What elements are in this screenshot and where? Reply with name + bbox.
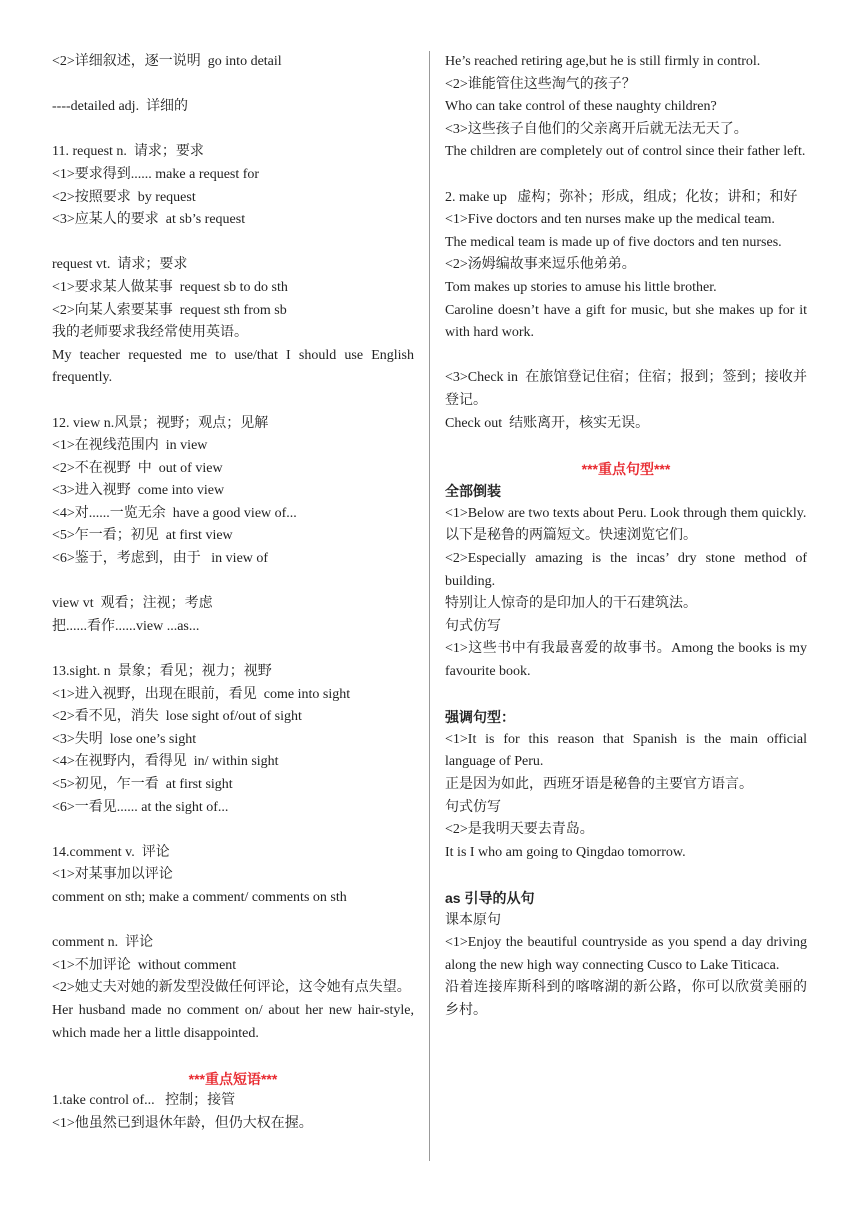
entry-title: 12. view n.风景；视野；观点；见解 bbox=[52, 415, 269, 431]
section-heading-phrases: ***重点短语*** bbox=[188, 1070, 278, 1087]
entry-title: 1.take control of... 控制；接管 bbox=[52, 1093, 236, 1109]
text-line: <3>失明 lose one’s sight bbox=[52, 731, 197, 747]
entry-title: comment n. 评论 bbox=[52, 935, 154, 951]
text-line: <1>他虽然已到退休年龄，但仍大权在握。 bbox=[52, 1115, 313, 1131]
text-line: <3>这些孩子自他们的父亲离开后就无法无天了。 bbox=[445, 121, 748, 137]
text-line: ----detailed adj. 详细的 bbox=[52, 99, 189, 115]
text-line: <3>应某人的要求 at sb’s request bbox=[52, 212, 246, 228]
text-line: 句式仿写 bbox=[445, 618, 501, 634]
column-divider bbox=[429, 51, 430, 1161]
text-line: 以下是秘鲁的两篇短文。快速浏览它们。 bbox=[445, 528, 697, 544]
text-line: The medical team is made up of five doctors and ten nurses. bbox=[445, 234, 782, 250]
text-line: He’s reached retiring age,but he is still firmly in control. bbox=[445, 54, 761, 69]
text-line: <1>Five doctors and ten nurses make up the medical team. bbox=[445, 212, 775, 228]
spacer bbox=[52, 232, 414, 255]
text-line: <2>Especially amazing is the incas’ dry stone method of building. bbox=[445, 551, 811, 589]
text-line: <1>在视线范围内 in view bbox=[52, 438, 208, 454]
text-line: <4>对......一览无余 have a good view of... bbox=[52, 505, 297, 521]
text-line: <2>不在视野 中 out of view bbox=[52, 460, 223, 476]
spacer bbox=[52, 571, 414, 594]
subsection-title: 强调句型： bbox=[445, 709, 515, 726]
text-line: <6>鉴于，考虑到，由于 in view of bbox=[52, 551, 269, 567]
text-line: 特别让人惊奇的是印加人的干石建筑法。 bbox=[445, 596, 697, 612]
text-line: <2>汤姆编故事来逗乐他弟弟。 bbox=[445, 257, 636, 273]
text-line: <3>进入视野 come into view bbox=[52, 483, 225, 499]
text-line: <1>Below are two texts about Peru. Look through them quickly. bbox=[445, 505, 807, 521]
text-line: 把......看作......view ...as... bbox=[52, 618, 200, 634]
text-line: 正是因为如此，西班牙语是秘鲁的主要官方语言。 bbox=[445, 777, 753, 792]
text-line: <1>It is for this reason that Spanish is the main official language of Peru. bbox=[445, 731, 811, 770]
spacer bbox=[52, 910, 414, 933]
text-line: <2>她丈夫对她的新发型没做任何评论，这令她有点失望。 bbox=[52, 980, 411, 996]
text-line: Tom makes up stories to amuse his little brother. bbox=[445, 279, 717, 295]
text-line: Who can take control of these naughty children? bbox=[445, 99, 717, 115]
entry-title: request vt. 请求；要求 bbox=[52, 257, 188, 273]
spacer bbox=[52, 819, 414, 842]
text-line: <1>进入视野，出现在眼前，看见 come into sight bbox=[52, 686, 351, 702]
text-line: <1>这些书中有我最喜爱的故事书。Among the books is my favourite book. bbox=[445, 641, 811, 680]
text-line: 我的老师要求我经常使用英语。 bbox=[52, 325, 248, 341]
text-line: <2>向某人索要某事 request sth from sb bbox=[52, 302, 287, 318]
text-line: <5>乍一看；初见 at first view bbox=[52, 528, 233, 544]
text-line: The children are completely out of control since their father left. bbox=[445, 144, 806, 160]
text-line: <1>要求某人做某事 request sb to do sth bbox=[52, 279, 288, 295]
text-line: <3>Check in 在旅馆登记住宿；住宿；报到；签到；接收并登记。 bbox=[445, 370, 807, 408]
text-line: <2>详细叙述，逐一说明 go into detail bbox=[52, 54, 282, 69]
text-line: <2>谁能管住这些淘气的孩子？ bbox=[445, 76, 636, 92]
spacer bbox=[445, 345, 807, 368]
text-line: 沿着连接库斯科到的喀喀湖的新公路，你可以欣赏美丽的乡村。 bbox=[445, 980, 807, 1018]
spacer bbox=[445, 435, 807, 458]
text-line: 句式仿写 bbox=[445, 799, 501, 815]
text-line: <1>对某事加以评论 bbox=[52, 867, 173, 883]
entry-title: 14.comment v. 评论 bbox=[52, 844, 170, 860]
spacer bbox=[445, 164, 807, 187]
entry-title: 11. request n. 请求；要求 bbox=[52, 144, 204, 160]
text-line: <4>在视野内，看得见 in/ within sight bbox=[52, 754, 279, 770]
text-line: <1>不加评论 without comment bbox=[52, 957, 237, 973]
right-column bbox=[445, 51, 811, 1023]
section-heading-sentences: ***重点句型*** bbox=[581, 460, 671, 477]
entry-title: 2. make up 虚构；弥补；形成，组成；化妆；讲和；和好 bbox=[445, 189, 798, 205]
text-line: <1>要求得到...... make a request for bbox=[52, 166, 260, 182]
spacer bbox=[445, 864, 807, 887]
spacer bbox=[52, 1045, 414, 1068]
subsection-title: 全部倒装 bbox=[445, 483, 501, 500]
entry-title: view vt 观看；注视；考虑 bbox=[52, 596, 213, 612]
text-line: <1>Enjoy the beautiful countryside as you spend a day driving along the new high way connecting Cusco to Lake Titicaca. bbox=[445, 935, 811, 973]
text-line: <2>看不见，消失 lose sight of/out of sight bbox=[52, 709, 302, 725]
spacer bbox=[52, 119, 414, 142]
text-line: <6>一看见...... at the sight of... bbox=[52, 799, 229, 815]
text-line: My teacher requested me to use/that I should use English frequently. bbox=[52, 347, 418, 386]
text-line: 课本原句 bbox=[445, 912, 501, 928]
text-line: Her husband made no comment on/ about her new hair-style, which made her a little disappointed. bbox=[52, 1002, 418, 1041]
text-line: Caroline doesn’t have a gift for music, but she makes up for it with hard work. bbox=[445, 302, 811, 341]
text-line: <5>初见，乍一看 at first sight bbox=[52, 777, 233, 792]
text-line: <2>是我明天要去青岛。 bbox=[445, 822, 594, 838]
spacer bbox=[52, 390, 414, 413]
text-line: <2>按照要求 by request bbox=[52, 189, 196, 205]
entry-title: 13.sight. n 景象；看见；视力；视野 bbox=[52, 664, 272, 680]
text-line: comment on sth; make a comment/ comments on sth bbox=[52, 889, 347, 905]
left-column bbox=[52, 51, 418, 1136]
subsection-title: as 引导的从句 bbox=[445, 889, 535, 906]
text-line: Check out 结账离开，核实无误。 bbox=[445, 415, 650, 431]
spacer bbox=[445, 684, 807, 707]
spacer bbox=[52, 638, 414, 661]
text-line: It is I who am going to Qingdao tomorrow. bbox=[445, 844, 686, 860]
spacer bbox=[52, 74, 414, 97]
